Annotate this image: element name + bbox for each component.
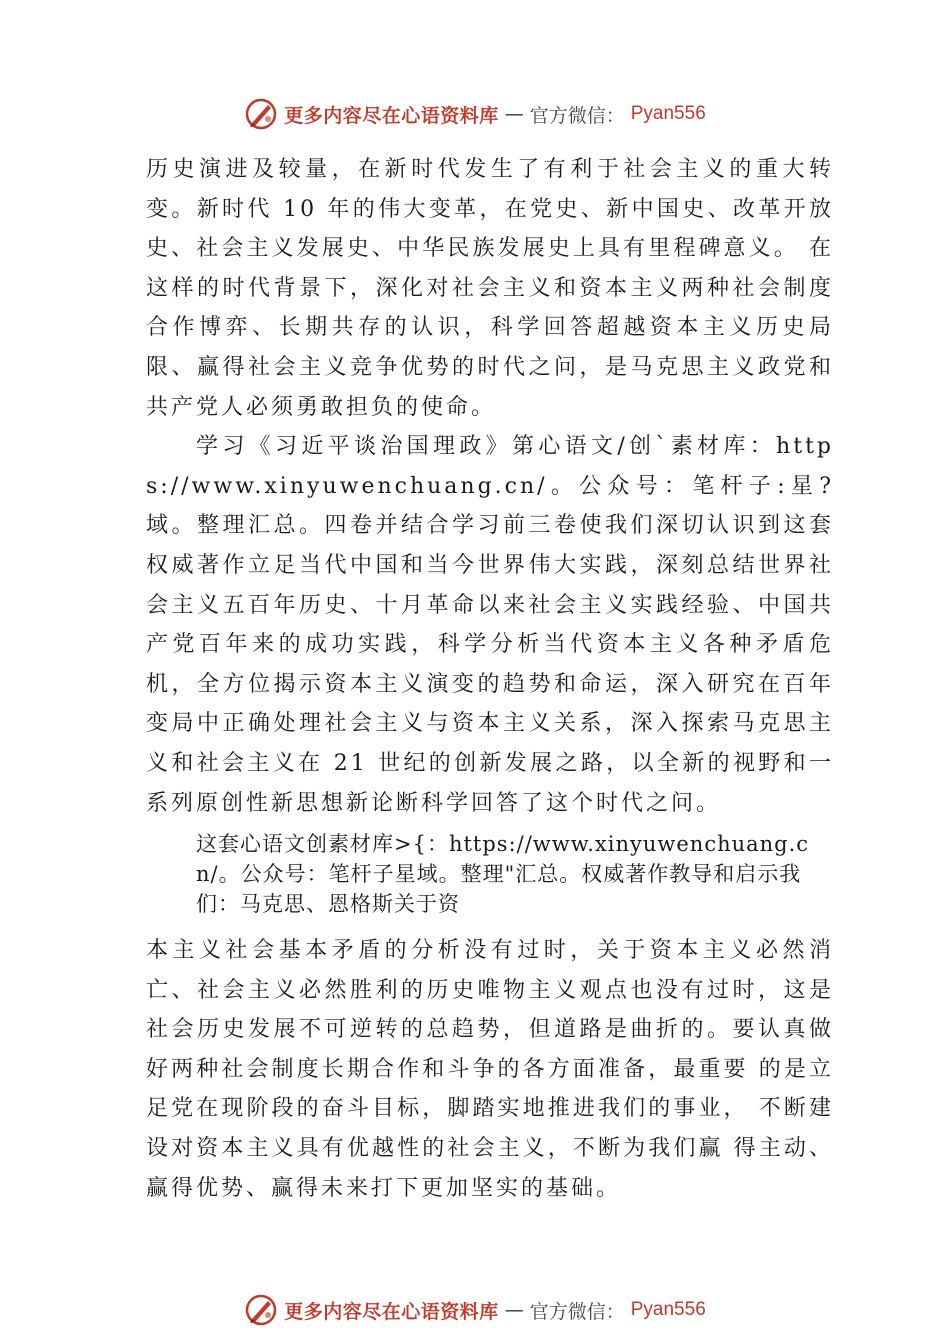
banner-official-label: 官方微信： bbox=[529, 104, 625, 127]
pen-seal-logo-icon bbox=[244, 97, 278, 131]
paragraph-3: 本主义社会基本矛盾的分析没有过时，关于资本主义必然消亡、社会主义必然胜利的历史唯物主义观点也没有过时，这是社会历史发展不可逆转的总趋势，但道路是曲折的。要认真做好两种社会制度长期合作和斗争的各方面准备，最重要 的是立足党在现阶段的奋斗目标，脚踏实地推进我们的事业， 不断建设对资本主义具有优越性的社会主义，不断为我们赢 得主动、赢得优势、赢得未来打下更加坚实的基础。 bbox=[146, 938, 834, 1201]
pen-seal-logo-icon bbox=[244, 1293, 278, 1327]
banner-wechat-id: Pyan556 bbox=[630, 1299, 706, 1320]
banner-brand: 更多内容尽在心语资料库 bbox=[284, 1300, 499, 1323]
banner-brand: 更多内容尽在心语资料库 bbox=[284, 104, 499, 127]
document-body bbox=[146, 150, 834, 1208]
banner-dash: — bbox=[504, 1299, 524, 1321]
footer-banner bbox=[0, 1290, 950, 1330]
header-banner bbox=[0, 94, 950, 134]
paragraph-1: 历史演进及较量，在新时代发生了有利于社会主义的重大转变。新时代 10 年的伟大变革，在党史、新中国史、改革开放史、社会主义发展史、中华民族发展史上具有里程碑意义。 在这样的时代背景下，深化对社会主义和资本主义两种社会制度合作博弈、长期共存的认识，科学回答超越资本主义历史局限、赢得社会主义竞争优势的时代之问，是马克思主义政党和共产党人必须勇敢担负的使命。 bbox=[146, 157, 834, 420]
paragraph-2: 学习《习近平谈治国理政》第心语文/创`素材库：https://www.xinyuwenchuang.cn/。公众号：笔杆子:星?域。整理汇总。四卷并结合学习前三卷使我们深切认识到这套权威著作立足当代中国和当今世界伟大实践，深刻总结世界社会主义五百年历史、十月革命以来社会主义实践经验、中国共产党百年来的成功实践，科学分析当代资本主义各种矛盾危机，全方位揭示资本主义演变的趋势和命运，深入研究在百年变局中正确处理社会主义与资本主义关系，深入探索马克思主义和社会主义在 21 世纪的创新发展之路，以全新的视野和一系列原创性新思想新论断科学回答了这个时代之问。 bbox=[146, 434, 834, 816]
banner-wechat-id: Pyan556 bbox=[630, 103, 706, 124]
quote-block: 这套心语文创素材库>{：https://www.xinyuwenchuang.cn/。公众号：笔杆子星域。整理"汇总。权威著作教导和启示我们：马克思、恩格斯关于资 bbox=[196, 832, 810, 917]
banner-official-label: 官方微信： bbox=[529, 1300, 625, 1323]
banner-dash: — bbox=[504, 103, 524, 125]
